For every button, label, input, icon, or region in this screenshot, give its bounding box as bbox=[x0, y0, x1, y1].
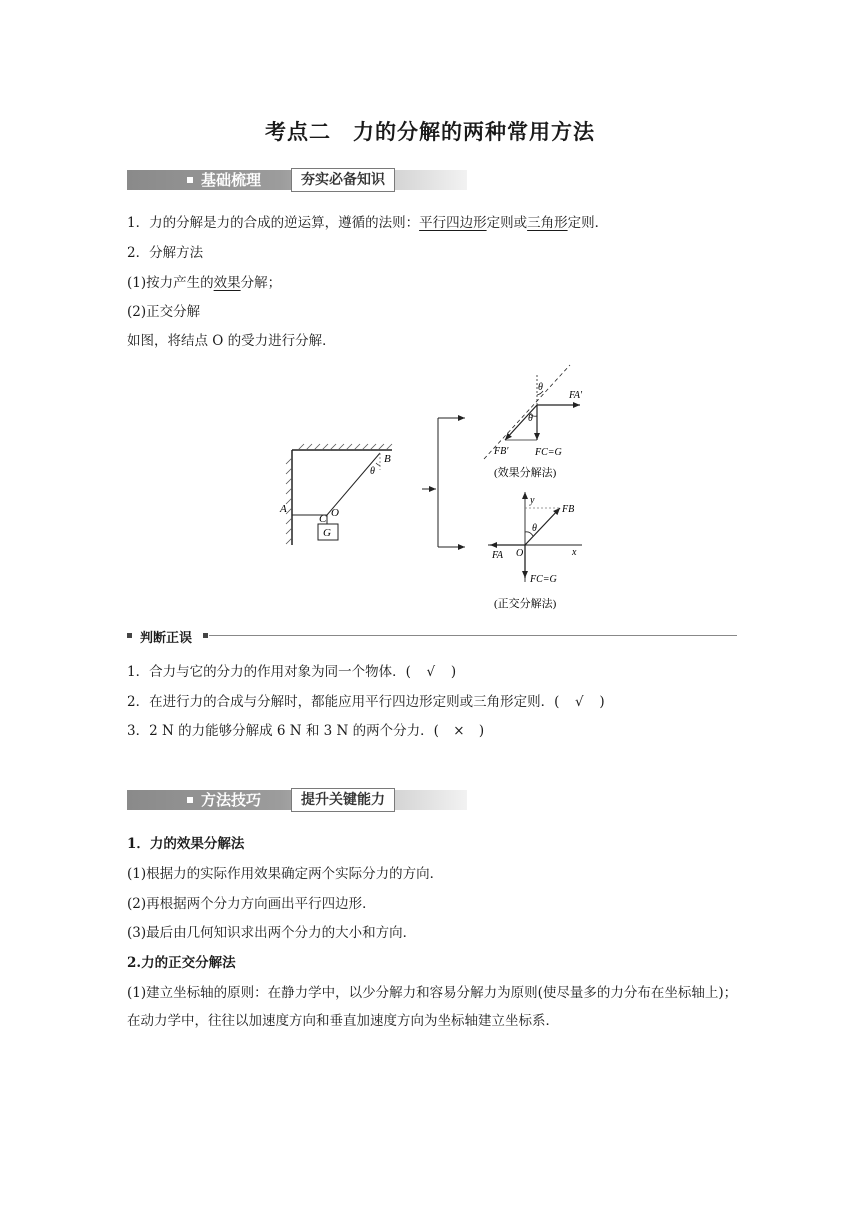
text: 定则或 bbox=[486, 215, 528, 231]
label-b: B bbox=[384, 453, 391, 465]
divider bbox=[209, 635, 737, 636]
underlined-term: 三角形 bbox=[527, 215, 568, 231]
paragraph-3 bbox=[127, 273, 281, 293]
banner-square-icon bbox=[187, 797, 193, 803]
caption-orthogonal: (正交分解法) bbox=[494, 598, 557, 610]
wall-rope-diagram bbox=[279, 444, 392, 545]
section-banner-methods bbox=[127, 787, 467, 813]
fa-label: FA bbox=[492, 550, 503, 561]
fc-label: FC=G bbox=[535, 447, 562, 458]
method-paragraph: (2)再根据两个分力方向画出平行四边形． bbox=[127, 896, 376, 912]
fa-prime-label: FA′ bbox=[569, 390, 583, 401]
theta-label: θ bbox=[538, 382, 543, 393]
method-paragraph: (3)最后由几何知识求出两个分力的大小和方向． bbox=[127, 925, 417, 941]
axis-x-label: x bbox=[572, 547, 577, 558]
paragraph-5: 如图，将结点 O 的受力进行分解． bbox=[127, 333, 336, 349]
underlined-term: 效果 bbox=[213, 275, 241, 291]
fb-label: FB bbox=[562, 504, 575, 515]
text: 1．力的分解是力的合成的逆运算，遵循的法则： bbox=[127, 215, 420, 231]
theta-label: θ bbox=[370, 466, 375, 477]
paragraph-2: 2．分解方法 bbox=[127, 245, 204, 261]
judge-item bbox=[127, 721, 484, 741]
axis-y-label: y bbox=[530, 495, 535, 506]
theta-label: θ bbox=[532, 523, 537, 534]
page-title: 考点二 力的分解的两种常用方法 bbox=[265, 119, 595, 144]
square-bullet-icon bbox=[203, 633, 208, 638]
paragraph-1 bbox=[127, 213, 608, 233]
banner-square-icon bbox=[187, 177, 193, 183]
judge-text: 1．合力与它的分力的作用对象为同一个物体．( bbox=[127, 664, 411, 680]
section-banner-basics bbox=[127, 167, 467, 193]
orthogonal-decomposition-diagram bbox=[488, 492, 582, 610]
text: ) bbox=[599, 694, 605, 710]
label-o: O bbox=[331, 507, 339, 519]
theta-label: θ bbox=[528, 413, 533, 424]
force-decomposition-figure bbox=[270, 360, 600, 615]
method-heading-2: 2.力的正交分解法 bbox=[127, 955, 236, 971]
text: (1)按力产生的 bbox=[127, 275, 214, 291]
banner-main-label: 基础梳理 bbox=[201, 171, 262, 189]
label-c: C bbox=[319, 513, 327, 525]
banner-sub-label: 夯实必备知识 bbox=[291, 168, 395, 192]
judge-header bbox=[127, 628, 737, 644]
text: ) bbox=[478, 723, 485, 739]
fb-prime-label: FB′ bbox=[494, 446, 509, 457]
effect-decomposition-diagram bbox=[484, 365, 583, 479]
method-paragraph: (1)建立坐标轴的原则：在静力学中，以少分解力和容易分解力为原则(使尽量多的力分布在坐标轴上)；在动力学中，往往以加速度方向和垂直加速度方向为坐标轴建立坐标系． bbox=[127, 985, 738, 1029]
text: 定则． bbox=[567, 215, 609, 231]
origin-label: O bbox=[516, 548, 524, 559]
judge-mark: √ bbox=[575, 694, 584, 710]
banner-main-label: 方法技巧 bbox=[201, 791, 262, 809]
fc-label: FC=G bbox=[530, 574, 557, 585]
label-a: A bbox=[280, 503, 287, 515]
judge-mark: √ bbox=[426, 664, 436, 680]
banner-sub-label: 提升关键能力 bbox=[291, 788, 395, 812]
method-heading-1: 1．力的效果分解法 bbox=[127, 836, 245, 852]
paragraph-4: (2)正交分解 bbox=[127, 304, 201, 320]
judge-text: 2．在进行力的合成与分解时，都能应用平行四边形定则或三角形定则．( bbox=[127, 694, 560, 710]
judge-item bbox=[127, 662, 456, 682]
method-paragraph: (1)根据力的实际作用效果确定两个实际分力的方向． bbox=[127, 866, 444, 882]
label-g: G bbox=[323, 527, 331, 539]
judge-mark: × bbox=[453, 723, 465, 739]
split-arrows bbox=[422, 418, 465, 547]
square-bullet-icon bbox=[127, 633, 132, 638]
text: ) bbox=[450, 664, 457, 680]
judge-item bbox=[127, 692, 605, 712]
underlined-term: 平行四边形 bbox=[419, 215, 487, 231]
text: 分解； bbox=[240, 275, 282, 291]
judge-text: 3．2 N 的力能够分解成 6 N 和 3 N 的两个分力．( bbox=[127, 723, 439, 739]
caption-effect: (效果分解法) bbox=[494, 467, 557, 479]
judge-label: 判断正误 bbox=[140, 631, 193, 646]
